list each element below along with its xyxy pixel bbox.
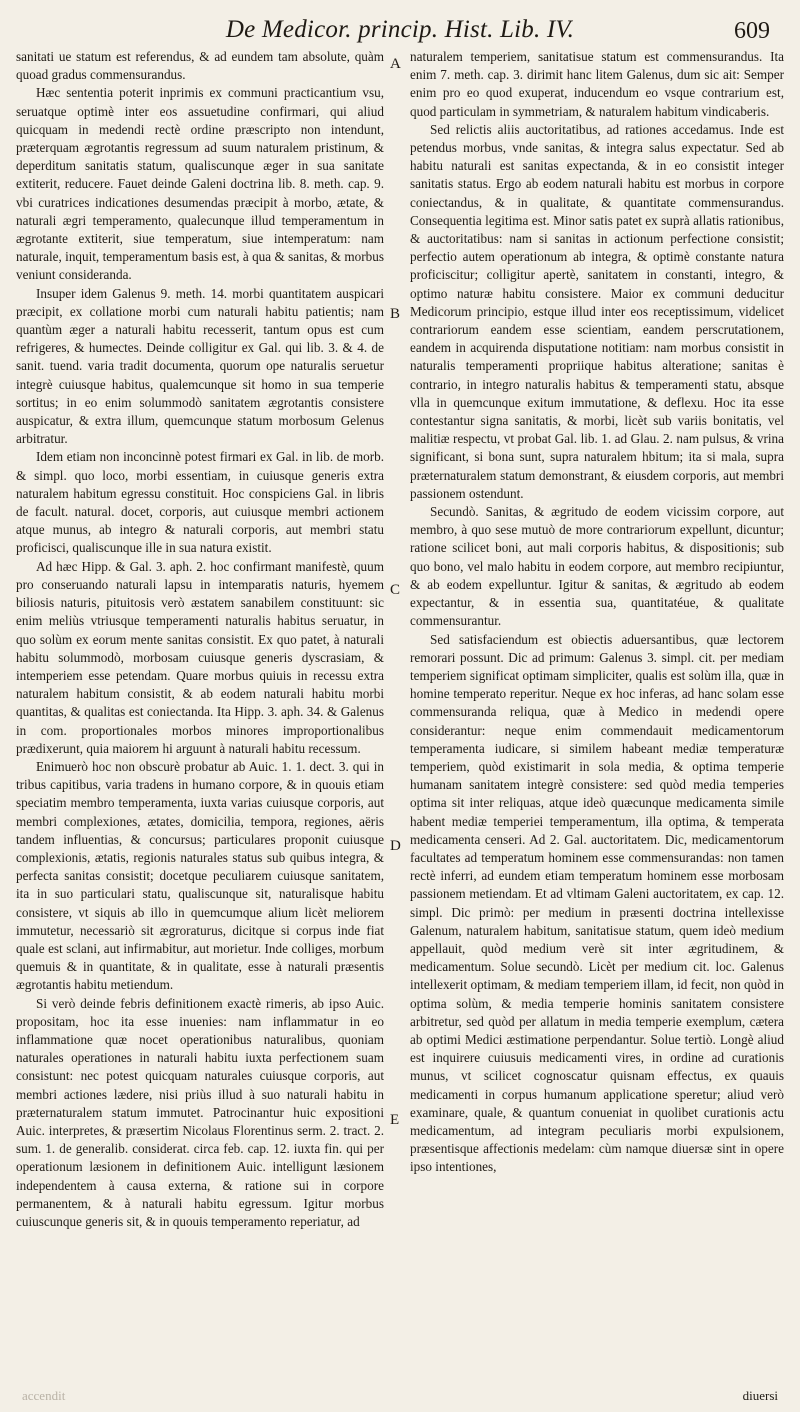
running-title: De Medicor. princip. Hist. Lib. IV. bbox=[225, 16, 575, 43]
margin-letter-d: D bbox=[390, 838, 401, 854]
paragraph: sanitati ue statum est referendus, & ad eundem tam absolute, quàm quoad gradus commensurandus. bbox=[16, 49, 384, 83]
paragraph: Enimuerò hoc non obscurè probatur ab Auic. 1. 1. dect. 3. qui in tribus capitibus, varia tradens in humano corpore, & in quouis etiam speciatim membro temperamenta, iuxta varias cuiusque corporis, aut membri complexiones, ætates, domicilia, tempora, regiones, aëris tandem influentias, & concursus; particulares proponit cuiusque complexionis, ætatis, regionis naturales status sub quibus integra, & perfecta sanitas consistit; docetque peculiarem cuiusque sanitatem, ita in suo particulari statu, qualiscunque sit, naturalisque habitu consistere, vt siquis ab illo in quemcumque alium licèt meliorem immutetur, necessariò sit ægroraturus, dicitque si corpus inde fiat quale est sclani, aut infirmabitur, aut morietur. Inde colliges, morbum quemuis & in quantitate, & in qualitate, esse à naturali præsentis ægrotantis habitu metiendum. bbox=[16, 758, 384, 993]
paragraph: Insuper idem Galenus 9. meth. 14. morbi quantitatem auspicari præcipit, ex collatione morbi cum naturali habitu patientis; nam quantùm æger a naturali habitu recesserit, tantum opus est cum refrigeres, & humectes. Deinde colligitur ex Gal. qui lib. 3. & 4. de sanit. tuend. varia tradit documenta, quorum ope naturalis seruetur integrè cuiusque habitus, qualemcunque sit homo in sua temperie sortitus; in eo enim solummodò sanitatem ægrotantis consistere auspicatur, & extra illum, quemcunque statum morbosum Gelenus arbitratur. bbox=[16, 285, 384, 447]
margin-letter-a: A bbox=[390, 56, 401, 72]
margin-letter-e: E bbox=[390, 1112, 400, 1128]
bleed-through-text: accendit bbox=[22, 1388, 66, 1403]
paragraph: naturalem temperiem, sanitatisue statum est commensurandus. Ita enim 7. meth. cap. 3. dirimit hanc litem Galenus, dum sic ait: Semper enim pro eo quod exuperat, inducendum eo vsque contrarium est, quod particulam in symmetriam, & naturalem habitum vindicaberis. bbox=[410, 49, 784, 119]
paragraph: Hæc sententia poterit inprimis ex communi practicantium vsu, seruatque optimè inter eos assuetudine confirmari, qui aliud quicquam in medendi rectè ordine præscripto non intendunt, præterquam ægrotantis regressum ad suum naturalem pristinum, & deperditum sanitatis statum, qualiscunque æger in sua sanitate extiterit, reducere. Fauet deinde Galeni doctrina lib. 8. meth. cap. 9. vbi curatrices indicationes desumendas præcipit à morbo, ætate, & naturali ægri temperamento, qualecunque illud temperamentum in ægrotante extiterit, siue temperatum, siue intemperatum: nam naturale, inquit, temperamentum basis est, à qua & sanitas, & morbus veniunt consideranda. bbox=[16, 85, 384, 283]
catchword: diuersi bbox=[742, 1388, 778, 1403]
paragraph: Sed relictis aliis auctoritatibus, ad rationes accedamus. Inde est petendus morbus, vnde sanitas, & integra salus expectatur. Sed ab habitu naturali est sanitas expectanda, & in eo consistit integer sanitatis status. Ergo ab eodem naturali habitu est morbus in corpore coniectandus, & in qualitate, & quantitate commensurandus. Consequentia legitima est. Minor satis patet ex suprà allatis rationibus, & auctoritatibus: nam si sanitas in actionum perfectione consistit; perfectio autem operationum ab integra, & optimè constante natura proficiscitur; colligitur apertè, sanitatem in constanti, integro, & optimo naturæ habitu consistere. Maior ex communi deducitur Medicorum principio, estque illud inter eos receptissimum, videlicet contrariorum eandem esse scientiam, eandem perscrutationem, eandem in acquirenda disputatione notitiam: nam morbus consistit in naturalis temperamenti propriique habitus alteratione; sanitas è contrario, in integro naturalis habitus & temperamenti statu, absque vlla in quemcunque exitum immutatione, & deflexu. Hoc ita esse contestantur signa sanitatis, & morbi, licèt sub variis bonitatis, vel malitiæ respectu, vt probat Gal. lib. 1. ad Glau. 2. nam pulsus, & vrina significant, si bona sunt, supra naturalem hbitum; ita si mala, supra præternaturalem statum demonstrant, & eiusdem corporis, aut membri passionem ostendunt. bbox=[410, 121, 784, 501]
left-column bbox=[16, 48, 384, 1393]
margin-letter-c: C bbox=[390, 582, 401, 598]
paragraph: Idem etiam non inconcinnè potest firmari ex Gal. in lib. de morb. & simpl. quo loco, morbi essentiam, in cuiusque generis extra naturalem habitum egressu constituit. Hoc conspiciens Gal. in libris de facult. natural. docet, corporis, aut cuiusque membri actionem atque munus, ab integro & naturali corporis, aut membri statu proficisci, qualiscunque ille in sua natura existit. bbox=[16, 449, 384, 556]
margin-letter-b: B bbox=[390, 306, 401, 322]
page-number: 609 bbox=[734, 18, 770, 44]
paragraph: Ad hæc Hipp. & Gal. 3. aph. 2. hoc confirmant manifestè, quum pro conseruando naturali lapsu in intemparatis naturis, hyemem biliosis naturis, pituitosis verò æstatem sanabilem constituunt: sic enim meliùs vtriusque temperamenti naturalis habitus seruatur, in quo solùm ex eorum mente sanitas consistit. Ex quo patet, à naturali habitu solummodò, morbosam cuiusque generis dyscrasiam, & intemperiem esse petendam. Quare morbus quiuis in recessu extra naturalem habitum consistit, & ab eodem naturali habitu morbi quantitas, & qualitas est coniectanda. Ita Hipp. 3. aph. 34. & Galenus in com. proportionales morbos minores improportionalibus prædixerunt, quia maiorem hi arguunt à naturali habitu recessum. bbox=[16, 558, 384, 756]
paragraph: Si verò deinde febris definitionem exactè rimeris, ab ipso Auic. propositam, hoc ita esse inuenies: nam inflammatur in eo inflammatione quæ nocet operationibus naturalibus, quoniam naturales operationes in naturali habitu iuxta perfectionem suam consistunt: nec potest quicquam naturales cuiusque corporis, aut membri actiones lædere, nisi priùs illud à suo naturali habitu in præternaturalem statum immutet. Patrocinantur huic expositioni Auic. interpretes, & præsertim Nicolaus Florentinus serm. 2. tract. 2. sum. 1. de generalib. considerat. circa feb. cap. 12. iuxta fin. qui per operationum læsionem in definitionem Auic. intelligunt læsionem independentem à causa externa, & ratione sui in corpore permanentem, & à naturali habitu egressum. Igitur morbus cuiuscunque generis sit, & in quouis temperamento reperiatur, ad bbox=[16, 995, 384, 1229]
right-column bbox=[410, 48, 784, 1393]
paragraph: Sed satisfaciendum est obiectis aduersantibus, quæ lectorem remorari possunt. Dic ad primum: Galenus 3. simpl. cit. per mediam temperiem significat optimam simpliciter, qualis est solùm illa, quæ in homine temperato reperitur. Neque ex hoc inferas, ad hanc solam esse commensuranda reliqua, quæ à Medico in medendi opere considerantur: neque enim commendauit medicamentorum temperamenta iudicare, si similem habeant mediæ temperaturæ temperiem, quòd existimarit in sola media, & optima temperie humanam sanitatem integrè consistere: sed quòd media temperies optima sit inter reliquas, atque ideò quæcunque medicamenta simile habent mediæ temperiei temperamentum, illa optima, & temperata medicamenta censeri. Ad 2. Gal. auctoritatem. Dic, medicamentorum facultates ad temperatum hominem esse commensurandas: non tamen rectè inferri, ad eundem etiam temperatum hominem esse morbosam passionem metiendam. Et ad vltimam Galeni auctoritatem, ex cap. 12. simpl. Dic primò: per medium in præsenti doctrina intellexisse Galenum, naturalem habitum, sanitatisue statum, quem ideò medium appellauit, quòd medium verè sit inter ægritudinem, & medicamentum. Solue secundò. Licèt per medium cit. loc. Galenus intellexerit optimam, & mediam temperiem illam, id fecit, non quòd in optima solùm, & media temperie hominis sanitatem consistere arbitretur, sed quòd per allatum in media temperie exemplum, cætera ab optimi Medici æstimatione perpendantur. Solue tertiò. Longè aliud est inquirere cuiusuis medicamenti vires, in ordine ad curationis munus, vt scilicet cognoscatur quisnam effectus, ex quauis medicamenti in corpus humanum applicatione speretur; aliud verò examinare, quale, & quantum conueniat in quolibet curationis actu medicamentum, ad integram peculiaris morbi expulsionem, præsentisque affectionis medelam: cùm namque diuersæ sint in opere ipso intentiones, bbox=[410, 631, 784, 1175]
paragraph: Secundò. Sanitas, & ægritudo de eodem vicissim corpore, aut membro, à quo sese mutuò de more contrariorum expellunt, dicuntur; ratione scilicet boni, aut mali corporis habitus, & dispositionis; sub quo bono, vel malo habitu in eodem corpore, aut membro recipiuntur, & ab eodem expelluntur. Igitur & sanitas, & ægritudo ab eodem expectantur, & in essentia sua, quantitatéue, & qualitate commensurantur. bbox=[410, 504, 784, 629]
